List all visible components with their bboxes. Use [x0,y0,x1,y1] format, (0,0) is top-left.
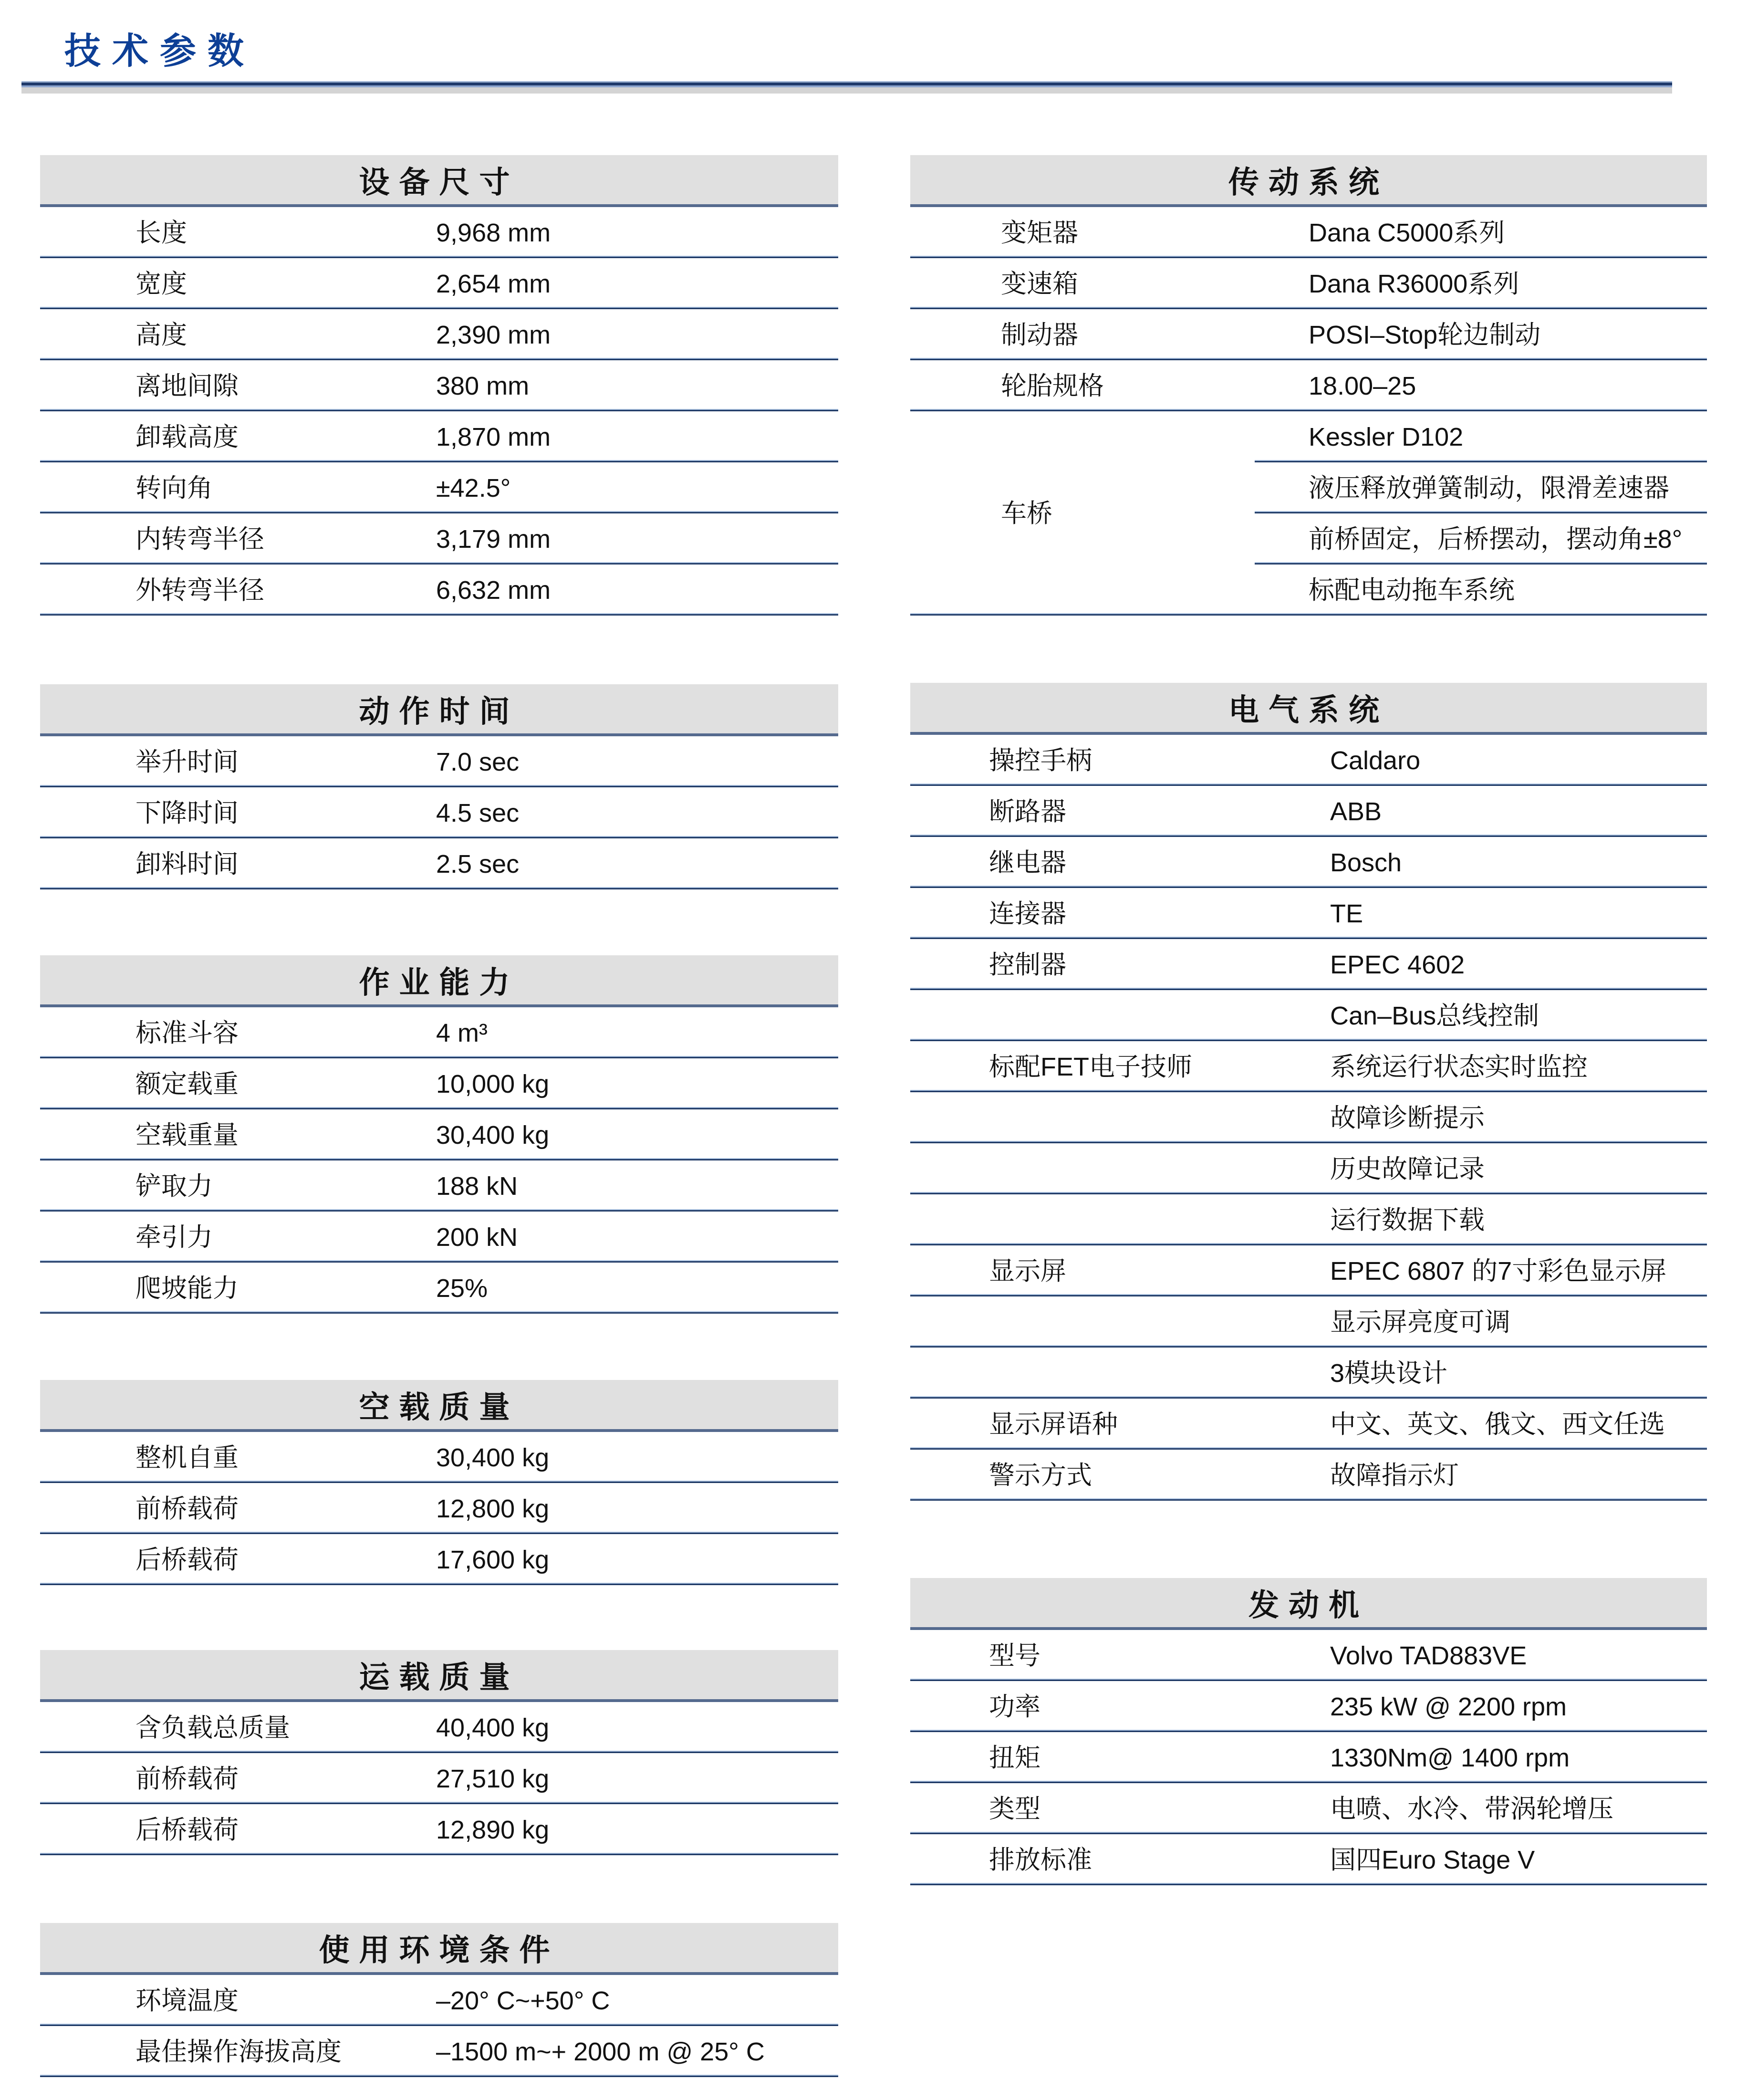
row-value: 故障诊断提示 [1330,1103,1485,1132]
table-row [40,1109,838,1160]
row-label: 举升时间 [135,747,239,776]
table-row [40,1212,838,1263]
row-value: 10,000 kg [436,1069,550,1098]
row-label: 离地间隙 [135,371,239,400]
row-value: 7.0 sec [436,747,520,776]
table-row [40,309,838,360]
row-label: 类型 [989,1794,1040,1823]
table-row [910,1348,1707,1399]
table-row [40,513,838,564]
section-header [910,155,1707,207]
table-row [910,1399,1707,1450]
table-row [910,837,1707,888]
table-row [40,1975,838,2026]
section-title: 设备尺寸 [359,165,520,200]
row-value: 1,870 mm [436,422,551,451]
table-row [40,360,838,411]
section-title: 运载质量 [359,1660,520,1695]
row-value: 30,400 kg [436,1120,550,1149]
row-value: 12,890 kg [436,1815,550,1844]
page-title: 技术参数 [64,30,255,72]
row-value: 25% [436,1274,488,1303]
row-label: 变速箱 [1001,269,1078,298]
section-header [910,683,1707,735]
table-row [910,1732,1707,1783]
table-row [910,1296,1707,1348]
table-row [910,1194,1707,1245]
row-value: –20° C~+50° C [436,1986,610,2015]
row-label: 前桥载荷 [135,1494,239,1523]
section-capacity [40,955,838,1314]
row-value: 235 kW @ 2200 rpm [1330,1692,1567,1721]
row-label: 排放标准 [989,1845,1092,1874]
row-label: 转向角 [135,473,213,502]
row-label: 型号 [989,1641,1040,1670]
section-title: 发动机 [1248,1588,1369,1623]
row-value: 中文、英文、俄文、西文任选 [1330,1410,1665,1439]
table-row [40,1263,838,1314]
section-header [40,955,838,1007]
row-label: 铲取力 [135,1171,213,1201]
row-value: EPEC 6807 的7寸彩色显示屏 [1330,1256,1667,1285]
section-header [40,1650,838,1702]
table-row [910,1450,1707,1501]
row-value: 4 m³ [436,1018,488,1047]
table-row [40,1432,838,1483]
row-value: 故障指示灯 [1330,1461,1459,1490]
row-label: 长度 [135,218,187,247]
table-row [40,2026,838,2077]
table-row [910,735,1707,786]
table-row [40,1804,838,1855]
row-value: 2,654 mm [436,269,551,298]
section-title: 作业能力 [359,965,520,1001]
row-label: 宽度 [135,269,187,298]
row-label: 卸料时间 [135,849,239,878]
row-label: 扭矩 [989,1743,1040,1772]
row-value: Can–Bus总线控制 [1330,1001,1539,1030]
row-value: 380 mm [436,371,530,400]
row-value: 系统运行状态实时监控 [1330,1052,1588,1081]
row-label: 变矩器 [1001,218,1078,247]
row-label: 控制器 [989,950,1066,979]
row-label: 显示屏语种 [989,1410,1118,1439]
table-row [910,258,1707,309]
section-title: 电气系统 [1228,692,1389,728]
row-label: 含负载总质量 [135,1713,290,1742]
row-value: 国四Euro Stage V [1330,1845,1535,1874]
row-value: 188 kN [436,1171,518,1201]
row-value: 显示屏亮度可调 [1330,1307,1510,1337]
table-row [910,411,1707,462]
table-row [40,258,838,309]
row-label: 连接器 [989,899,1066,928]
row-value: ±42.5° [436,473,511,502]
row-value: 历史故障记录 [1330,1154,1485,1183]
row-value: Caldaro [1330,746,1421,775]
row-value: Volvo TAD883VE [1330,1641,1527,1670]
row-label: 后桥载荷 [135,1815,239,1844]
row-value: POSI–Stop轮边制动 [1309,320,1541,349]
section-header [40,1923,838,1975]
row-label: 后桥载荷 [135,1545,239,1574]
row-label: 前桥载荷 [135,1764,239,1793]
row-value: 4.5 sec [436,798,520,827]
section-drivetrain [910,155,1707,616]
section-title: 动作时间 [359,694,520,730]
table-row [40,736,838,787]
table-row [40,1702,838,1753]
row-value: 2,390 mm [436,320,551,349]
section-dimensions [40,155,838,616]
row-label: 环境温度 [135,1986,239,2015]
row-label: 高度 [135,320,187,349]
row-value: TE [1330,899,1363,928]
table-row [910,1143,1707,1194]
section-header [40,1380,838,1432]
title-rule [21,81,1672,95]
row-label: 警示方式 [989,1461,1092,1490]
row-value: 30,400 kg [436,1443,550,1472]
table-row [40,1534,838,1585]
row-value: 18.00–25 [1309,371,1416,400]
section-environment [40,1923,838,2077]
row-value: 3模块设计 [1330,1358,1448,1388]
table-row [40,1483,838,1534]
row-value: 27,510 kg [436,1764,550,1793]
section-engine [910,1578,1707,1885]
row-value: 12,800 kg [436,1494,550,1523]
row-label: 卸载高度 [135,422,239,451]
row-label: 最佳操作海拔高度 [135,2037,342,2066]
row-value: 1330Nm@ 1400 rpm [1330,1743,1570,1772]
table-row [910,939,1707,990]
row-label: 标准斗容 [135,1018,239,1047]
row-label: 空载重量 [135,1120,239,1149]
row-label: 轮胎规格 [1001,371,1104,400]
row-value: EPEC 4602 [1330,950,1465,979]
row-label: 标配FET电子技师 [989,1052,1192,1081]
row-value: Dana C5000系列 [1309,218,1505,247]
row-value: 9,968 mm [436,218,551,247]
row-label: 整机自重 [135,1443,239,1472]
section-title: 传动系统 [1228,165,1389,200]
row-label: 牵引力 [135,1222,213,1252]
row-label: 额定载重 [135,1069,239,1098]
row-value: 6,632 mm [436,575,551,605]
table-row [40,564,838,616]
table-row [910,1681,1707,1732]
section-header [910,1578,1707,1630]
row-value: 40,400 kg [436,1713,550,1742]
table-row [910,990,1707,1041]
row-label: 制动器 [1001,320,1078,349]
row-value: 200 kN [436,1222,518,1252]
section-header [40,155,838,207]
table-row [910,462,1707,513]
table-row [910,1041,1707,1092]
row-value: 前桥固定，后桥摆动，摆动角±8° [1309,524,1683,554]
row-label: 继电器 [989,848,1066,877]
row-label: 显示屏 [989,1256,1066,1285]
table-row [910,1092,1707,1143]
section-empty-mass [40,1380,838,1585]
table-row [910,207,1707,258]
table-row [910,309,1707,360]
table-row [910,564,1707,616]
table-row [40,1160,838,1212]
table-row [910,1834,1707,1885]
table-row [40,787,838,838]
row-value: ABB [1330,797,1382,826]
row-value: 液压释放弹簧制动，限滑差速器 [1309,473,1669,502]
row-label: 功率 [989,1692,1040,1721]
table-row [40,411,838,462]
row-label: 爬坡能力 [135,1274,239,1303]
row-value: Bosch [1330,848,1402,877]
row-value: Kessler D102 [1309,422,1464,451]
row-value: 3,179 mm [436,524,551,554]
row-label: 断路器 [989,797,1066,826]
row-value: Dana R36000系列 [1309,269,1519,298]
row-value: –1500 m~+ 2000 m @ 25° C [436,2037,765,2066]
section-title: 空载质量 [359,1390,520,1425]
table-row [910,888,1707,939]
table-row [40,462,838,513]
table-row [910,513,1707,564]
table-row [40,1007,838,1058]
row-value: 标配电动拖车系统 [1309,575,1515,605]
table-row [40,207,838,258]
row-value: 2.5 sec [436,849,520,878]
section-electrical [910,683,1707,1501]
section-title: 使用环境条件 [319,1933,560,1968]
table-row [40,1058,838,1109]
table-row [40,1753,838,1804]
section-header [40,684,838,736]
row-label: 内转弯半径 [135,524,264,554]
section-loaded-mass [40,1650,838,1855]
table-row [910,360,1707,411]
table-row [910,1245,1707,1296]
row-value: 运行数据下载 [1330,1205,1485,1234]
table-row [910,1630,1707,1681]
axle-block [910,411,1707,616]
row-value: 17,600 kg [436,1545,550,1574]
row-label: 外转弯半径 [135,575,264,605]
table-row [910,1783,1707,1834]
row-label: 下降时间 [135,798,239,827]
row-label: 车桥 [1001,499,1052,528]
table-row [40,838,838,889]
table-row [910,786,1707,837]
section-cycle-times [40,684,838,889]
row-label: 操控手柄 [989,746,1092,775]
row-value: 电喷、水冷、带涡轮增压 [1330,1794,1613,1823]
